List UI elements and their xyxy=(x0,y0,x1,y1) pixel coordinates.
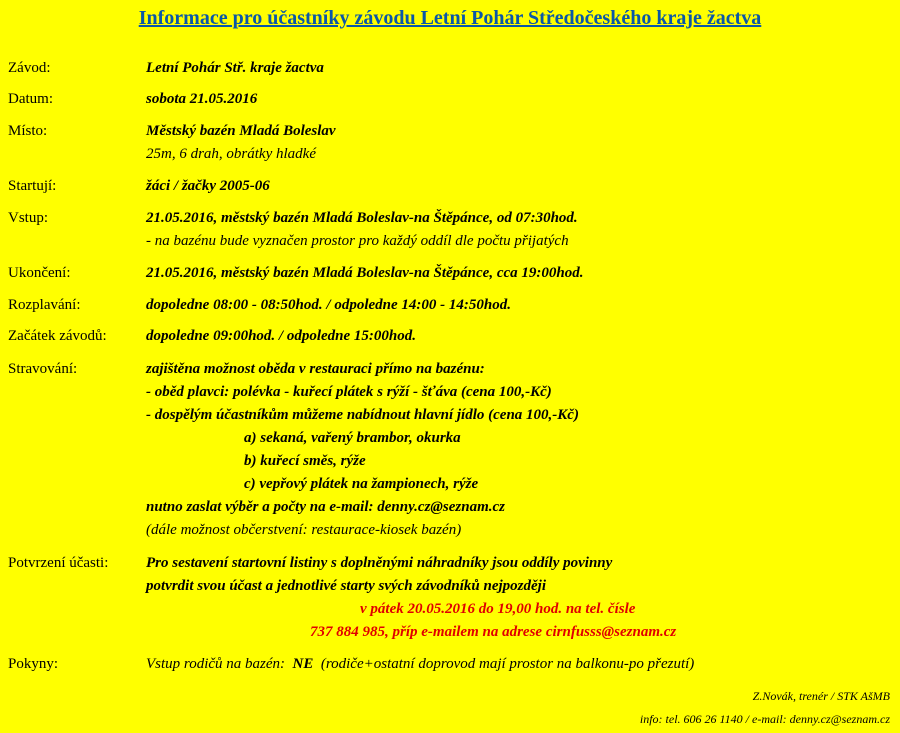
value-potvrzeni-line2: potvrdit svou účast a jednotlivé starty svých závodníků nejpozději xyxy=(146,578,546,594)
value-vstup: 21.05.2016, městský bazén Mladá Boleslav-na Štěpánce, od 07:30hod. xyxy=(146,210,578,226)
meal-option-a: a) sekaná, vařený brambor, okurka xyxy=(244,430,461,446)
label-datum: Datum: xyxy=(8,91,53,107)
value-misto: Městský bazén Mladá Boleslav xyxy=(146,123,336,139)
value-potvrzeni-contact: 737 884 985, příp e-mailem na adrese cirnfusss@seznam.cz xyxy=(310,624,677,640)
footer-author: Z.Novák, trenér / STK AšMB xyxy=(752,689,890,703)
value-datum: sobota 21.05.2016 xyxy=(146,91,258,107)
label-potvrzeni: Potvrzení účasti: xyxy=(8,555,109,571)
value-potvrzeni-deadline: v pátek 20.05.2016 do 19,00 hod. na tel. čísle xyxy=(360,601,636,617)
label-startuji: Startují: xyxy=(8,178,57,194)
value-stravovani-line3: - dospělým účastníkům můžeme nabídnout hlavní jídlo (cena 100,-Kč) xyxy=(146,407,579,423)
value-zacatek: dopoledne 09:00hod. / odpoledne 15:00hod. xyxy=(146,328,416,344)
meal-option-c: c) vepřový plátek na žampionech, rýže xyxy=(244,476,479,492)
value-misto-detail: 25m, 6 drah, obrátky hladké xyxy=(146,146,316,162)
value-stravovani-line1: zajištěna možnost oběda v restauraci přímo na bazénu: xyxy=(146,361,485,377)
label-ukonceni: Ukončení: xyxy=(8,265,71,281)
value-stravovani-note: (dále možnost občerstvení: restaurace-kiosek bazén) xyxy=(146,522,462,538)
label-zacatek: Začátek závodů: xyxy=(8,328,107,344)
value-rozplavani: dopoledne 08:00 - 08:50hod. / odpoledne 14:00 - 14:50hod. xyxy=(146,297,511,313)
pokyny-ne: NE xyxy=(292,656,314,672)
value-zavod: Letní Pohár Stř. kraje žactva xyxy=(146,60,324,76)
value-pokyny xyxy=(146,656,694,673)
footer-contact: info: tel. 606 26 1140 / e-mail: denny.cz@seznam.cz xyxy=(639,712,890,726)
meal-option-b: b) kuřecí směs, rýže xyxy=(244,453,366,469)
label-rozplavani: Rozplavání: xyxy=(8,297,81,313)
label-zavod: Závod: xyxy=(8,60,51,76)
pokyny-text-a: Vstup rodičů na bazén: xyxy=(146,656,293,672)
value-startuji: žáci / žačky 2005-06 xyxy=(146,178,270,194)
value-potvrzeni-line1: Pro sestavení startovní listiny s doplněnými náhradníky jsou oddíly povinny xyxy=(146,555,613,571)
value-stravovani-email: nutno zaslat výběr a počty na e-mail: denny.cz@seznam.cz xyxy=(146,499,505,515)
page-title: Informace pro účastníky závodu Letní Pohár Středočeského kraje žactva xyxy=(138,7,762,29)
label-pokyny: Pokyny: xyxy=(8,656,59,672)
pokyny-text-b: (rodiče+ostatní doprovod mají prostor na balkonu-po přezutí) xyxy=(313,656,695,672)
label-misto: Místo: xyxy=(8,123,48,139)
label-stravovani: Stravování: xyxy=(8,361,78,377)
value-ukonceni: 21.05.2016, městský bazén Mladá Boleslav-na Štěpánce, cca 19:00hod. xyxy=(146,265,584,281)
label-vstup: Vstup: xyxy=(8,210,49,226)
value-vstup-detail: - na bazénu bude vyznačen prostor pro každý oddíl dle počtu přijatých xyxy=(146,233,569,249)
value-stravovani-line2: - oběd plavci: polévka - kuřecí plátek s rýží - šťáva (cena 100,-Kč) xyxy=(146,384,552,400)
